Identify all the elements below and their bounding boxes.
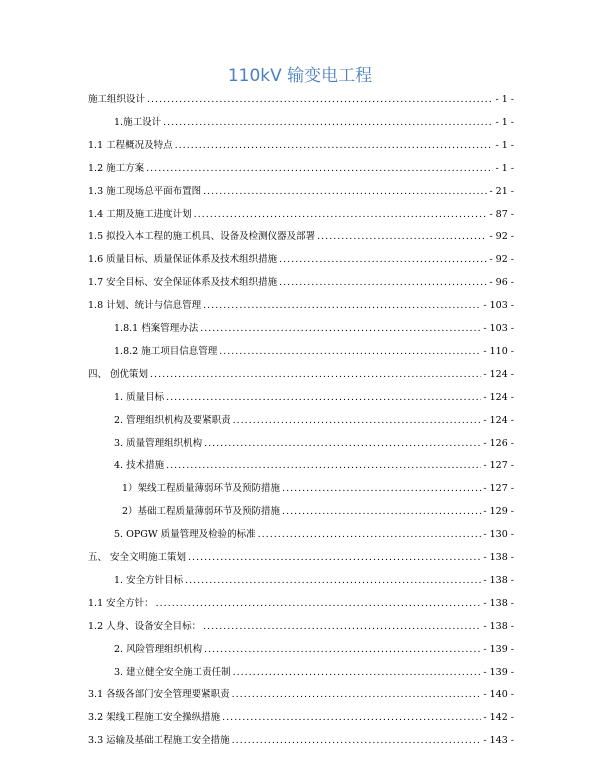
toc-entry-page: - 124 - [483, 415, 514, 426]
toc-entry-label: 施工组织设计 [88, 94, 146, 105]
toc-entry[interactable] [88, 413, 514, 427]
toc-entry-page: - 92 - [489, 231, 514, 242]
toc-entry-label: 1. 质量目标 [114, 392, 165, 403]
toc-entry-page: - 127 - [483, 460, 514, 471]
toc-entry-page: - 138 - [483, 552, 514, 563]
toc-leader-dots [258, 529, 482, 541]
toc-leader-dots [166, 392, 481, 404]
toc-entry[interactable] [88, 252, 514, 266]
toc-entry[interactable] [88, 458, 514, 472]
toc-leader-dots [203, 186, 487, 198]
document-title: 110kV 输变电工程 [227, 66, 373, 86]
toc-entry-page: - 21 - [489, 186, 514, 197]
toc-entry-page: - 124 - [483, 369, 514, 380]
toc-leader-dots [166, 460, 481, 472]
toc-entry-page: - 139 - [483, 644, 514, 655]
toc-leader-dots [163, 117, 493, 129]
toc-entry-page: - 92 - [489, 254, 514, 265]
toc-entry-page: - 139 - [483, 667, 514, 678]
toc-leader-dots [233, 415, 482, 427]
toc-entry-page: - 110 - [483, 346, 514, 357]
toc-leader-dots [232, 735, 482, 747]
toc-leader-dots [219, 346, 481, 358]
toc-entry[interactable] [88, 321, 514, 335]
toc-entry[interactable] [88, 642, 514, 656]
toc-entry[interactable] [88, 92, 514, 106]
toc-entry-page: - 126 - [483, 438, 514, 449]
toc-entry-page: - 1 - [495, 117, 514, 128]
toc-entry-label: 3.1 各级各部门安全管理要紧职责 [88, 689, 230, 700]
toc-entry[interactable] [88, 527, 514, 541]
toc-entry-label: 3.3 运输及基础工程施工安全措施 [88, 735, 230, 746]
toc-entry[interactable] [88, 161, 514, 175]
toc-leader-dots [279, 254, 487, 266]
toc-entry-label: 1. 安全方针目标 [114, 575, 184, 586]
toc-leader-dots [282, 483, 481, 495]
toc-entry-label: 1.3 施工现场总平面布置图 [88, 186, 202, 197]
toc-entry-page: - 130 - [483, 529, 514, 540]
toc-entry[interactable] [88, 298, 514, 312]
toc-entry-page: - 138 - [483, 598, 514, 609]
toc-entry-page: - 96 - [489, 277, 514, 288]
toc-entry[interactable] [88, 687, 514, 701]
toc-leader-dots [203, 300, 481, 312]
toc-leader-dots [282, 506, 481, 518]
toc-entry-label: 3. 建立健全安全施工责任制 [114, 667, 231, 678]
toc-entry-label: 2. 管理组织机构及要紧职责 [114, 415, 231, 426]
toc-leader-dots [232, 689, 482, 701]
toc-leader-dots [279, 277, 487, 289]
toc-leader-dots [185, 575, 481, 587]
toc-entry-label: 4. 技术措施 [114, 460, 165, 471]
toc-entry-label: 1.8 计划、统计与信息管理 [88, 300, 202, 311]
toc-entry[interactable] [88, 436, 514, 450]
toc-leader-dots [156, 598, 482, 610]
toc-entry-page: - 124 - [483, 392, 514, 403]
toc-leader-dots [204, 438, 481, 450]
toc-entry-page: - 143 - [483, 735, 514, 746]
toc-entry-label: 2. 风险管理组织机构 [114, 644, 203, 655]
toc-entry-page: - 127 - [483, 483, 514, 494]
toc-entry-page: - 142 - [483, 712, 514, 723]
toc-leader-dots [188, 552, 481, 564]
toc-entry[interactable] [88, 138, 514, 152]
toc-entry-label: 1.6 质量目标、质量保证体系及技术组织措施 [88, 254, 278, 265]
toc-leader-dots [194, 209, 488, 221]
toc-entry[interactable] [88, 619, 514, 633]
toc-entry[interactable] [88, 596, 514, 610]
toc-entry[interactable] [88, 390, 514, 404]
toc-entry[interactable] [88, 207, 514, 221]
toc-entry[interactable] [88, 665, 514, 679]
toc-entry[interactable] [88, 275, 514, 289]
toc-leader-dots [204, 644, 481, 656]
toc-entry-label: 5. OPGW 质量管理及检验的标准 [114, 529, 256, 540]
toc-entry-page: - 140 - [483, 689, 514, 700]
toc-leader-dots [233, 667, 482, 679]
toc-leader-dots [200, 323, 481, 335]
toc-leader-dots [147, 94, 493, 106]
toc-entry-label: 1.7 安全目标、安全保证体系及技术组织措施 [88, 277, 278, 288]
toc-leader-dots [222, 712, 481, 724]
toc-entry[interactable] [88, 481, 514, 495]
toc-entry[interactable] [88, 573, 514, 587]
toc-entry[interactable] [88, 550, 514, 564]
toc-entry-label: 1.1 工程概况及特点 [88, 140, 173, 151]
toc-entry-page: - 103 - [483, 300, 514, 311]
toc-entry-label: 1）架线工程质量薄弱环节及预防措施 [122, 483, 281, 494]
toc-entry-label: 1.8.1 档案管理办法 [114, 323, 199, 334]
toc-entry-label: 3.2 架线工程施工安全操纵措施 [88, 712, 221, 723]
toc-entry[interactable] [88, 184, 514, 198]
toc-entry-label: 2）基础工程质量薄弱环节及预防措施 [122, 506, 281, 517]
toc-entry-page: - 103 - [483, 323, 514, 334]
toc-entry-label: 五、 安全文明施工策划 [88, 552, 187, 563]
toc-entry-label: 1.4 工期及施工进度计划 [88, 209, 192, 220]
toc-entry-label: 3. 质量管理组织机构 [114, 438, 203, 449]
toc-entry-label: 1.8.2 施工项目信息管理 [114, 346, 218, 357]
toc-leader-dots [203, 621, 481, 633]
toc-leader-dots [146, 163, 493, 175]
toc-entry-page: - 129 - [483, 506, 514, 517]
toc-leader-dots [175, 140, 494, 152]
toc-entry[interactable] [88, 710, 514, 724]
toc-entry-page: - 1 - [495, 94, 514, 105]
toc-leader-dots [150, 369, 481, 381]
toc-entry-page: - 1 - [495, 163, 514, 174]
toc-entry-label: 1.5 拟投入本工程的施工机具、设备及检测仪器及部署 [88, 231, 316, 242]
toc-leader-dots [317, 231, 487, 243]
toc-entry-page: - 87 - [489, 209, 514, 220]
toc-entry[interactable] [88, 504, 514, 518]
toc-entry[interactable] [88, 367, 514, 381]
toc-entry[interactable] [88, 344, 514, 358]
toc-entry-label: 1.2 人身、设备安全目标： [88, 621, 202, 632]
toc-entry-label: 1.2 施工方案 [88, 163, 145, 174]
toc-entry-page: - 1 - [495, 140, 514, 151]
toc-entry-page: - 138 - [483, 621, 514, 632]
toc-entry-label: 四、 创优策划 [88, 369, 149, 380]
toc-entry[interactable] [88, 733, 514, 747]
toc-entry[interactable] [88, 115, 514, 129]
toc-entry-label: 1.1 安全方针： [88, 598, 154, 609]
toc-entry-page: - 138 - [483, 575, 514, 586]
toc-entry[interactable] [88, 229, 514, 243]
toc-entry-label: 1.施工设计 [114, 117, 162, 128]
